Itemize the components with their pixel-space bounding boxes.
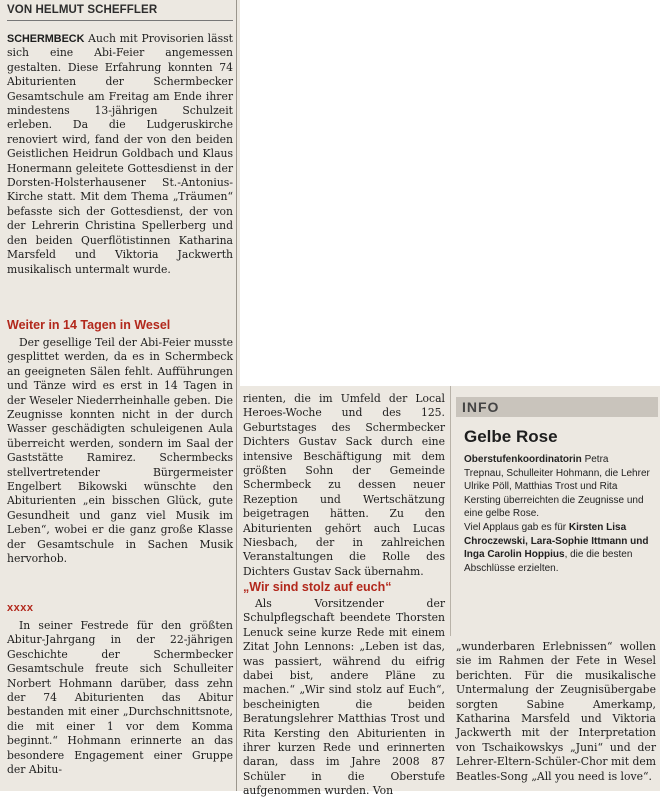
- paragraph: Der gesellige Teil der Abi-Feier musste gesplittet werden, da es in Schermbeck an geeigneten Sälen fehlt. Aufführungen und Tänze wird es erst in 14 Tagen in der Weseler Niederrheinhalle geben. Die Zeugnisse konnten nicht in der durch Wasser geschädigten schuleigenen Aula überreicht werden, sondern im Saal der Gaststätte Ramirez. Schermbecks stellvertretender Bürgermeister Engelbert Bikowski wünschte den Abiturienten „ein bisschen Glück, gute Gesundheit und ganz viel Musik im Leben“, wobei er die ganz große Klasse der Gesamtschule in Sachen Musik hervorhob.: [7, 336, 233, 566]
- section-marker: xxxx: [7, 602, 34, 614]
- info-box: [456, 397, 656, 625]
- info-text-end: , die die besten Abschlüsse erzielten.: [464, 549, 633, 574]
- article-column-1-top: [7, 32, 233, 277]
- paragraph-text: Auch mit Provisorien lässt sich eine Abi-Feier angemessen gestalten. Diese Erfahrung konnten 74 Abiturienten der Schermbecker Gesamtschule am Freitag am Ende ihrer mindestens 13-jährigen Schulzeit erleben. Da die Ludgeruskirche renoviert wird, fand der von den beiden Geistlichen Heidrun Goldbach und Klaus Honermann geleitete Gottesdienst in der Dorsten-Holsterhausener St.-Antonius-Kirche statt. Mit dem Thema „Träumen“ befasste sich der Gottesdienst, der von der Lehrerin Christina Spellerberg und den beiden Querflötistinnen Katharina Marsfeld und Viktoria Jackwerth musikalisch untermalt wurde.: [7, 32, 233, 276]
- info-text: [464, 453, 650, 575]
- article-column-1-mid: [7, 336, 233, 567]
- article-column-2-top: [243, 392, 445, 579]
- info-paragraph-2: [464, 521, 650, 575]
- info-paragraph-1: [464, 453, 650, 521]
- article-column-3: [456, 640, 656, 784]
- info-tag: INFO: [456, 397, 658, 417]
- blank-area: [240, 0, 660, 386]
- paragraph: „wunderbaren Erlebnissen“ wollen sie im Rahmen der Fete in Wesel berichten. Für die musikalische Untermalung der Zeugnisübergabe sorgten Sabine Amerkamp, Katharina Marsfeld und Viktoria Jackwerth mit der Interpretation von Tschaikowskys „Juni“ und der Lehrer-Eltern-Schüler-Chor mit dem Beatles-Song „All you need is love“.: [456, 640, 657, 783]
- subheading-wesel: Weiter in 14 Tagen in Wesel: [7, 318, 171, 332]
- paragraph: rienten, die im Umfeld der Local Heroes-Woche und des 125. Geburtstages des Schermbecker Dichters Gustav Sack durch eine intensive Beschäftigung mit dem größten Sohn der Gemeinde Schermbeck zu dessen neuer Rezeption und Wertschätzung beigetragen hätten. Zu den Abiturienten gehört auch Lucas Niesbach, der in zahlreichen Veranstaltungen die Rolle des Dichters Gustav Sack übernahm.: [243, 392, 445, 578]
- info-text-rest: Petra Trepnau, Schulleiter Hohmann, die Lehrer Ulrike Pöll, Matthias Trost und Rita Kersting überreichten die Zeugnisse und eine gelbe Rose.: [464, 454, 650, 520]
- column-rule: [236, 0, 237, 791]
- subheading-stolz: „Wir sind stolz auf euch“: [243, 580, 392, 594]
- paragraph: [7, 32, 233, 277]
- column-rule-2: [450, 386, 451, 636]
- info-names: Kirsten Lisa Chroczewski, Lara-Sophie Ittmann und Inga Carolin Hoppius: [464, 521, 649, 561]
- byline: VON HELMUT SCHEFFLER: [7, 4, 233, 21]
- article-column-2-bottom: [243, 597, 445, 799]
- info-role: Oberstufenkoordinatorin: [464, 454, 582, 465]
- dateline: SCHERMBECK: [7, 33, 85, 45]
- paragraph: In seiner Festrede für den größten Abitur-Jahrgang in der 22-jährigen Geschichte der Schermbecker Gesamtschule freute sich Schulleiter Norbert Hohmann darüber, dass zehn der 74 Abiturienten das Abitur bestanden mit einer „Durchschnittsnote, die mit einer 1 vor dem Komma beginnt.“ Hohmann erinnerte an das besondere Engagement einer Gruppe der Abitu-: [7, 619, 233, 777]
- info-text-start: Viel Applaus gab es für: [464, 521, 567, 533]
- info-title: Gelbe Rose: [464, 427, 558, 446]
- paragraph: Als Vorsitzender der Schulpflegschaft beendete Thorsten Lenuck seine kurze Rede mit einem Zitat John Lennons: „Leben ist das, was passiert, während du eifrig dabei bist, andere Pläne zu machen.“ „Wir sind stolz auf Euch“, bescheinigten die beiden Beratungslehrer Matthias Trost und Rita Kersting den Abiturienten in ihrer kurzen Rede und erinnerten daran, dass im Jahre 2008 87 Schüler in die Oberstufe aufgenommen wurden. Von: [243, 597, 445, 798]
- article-column-1-bottom: [7, 619, 233, 777]
